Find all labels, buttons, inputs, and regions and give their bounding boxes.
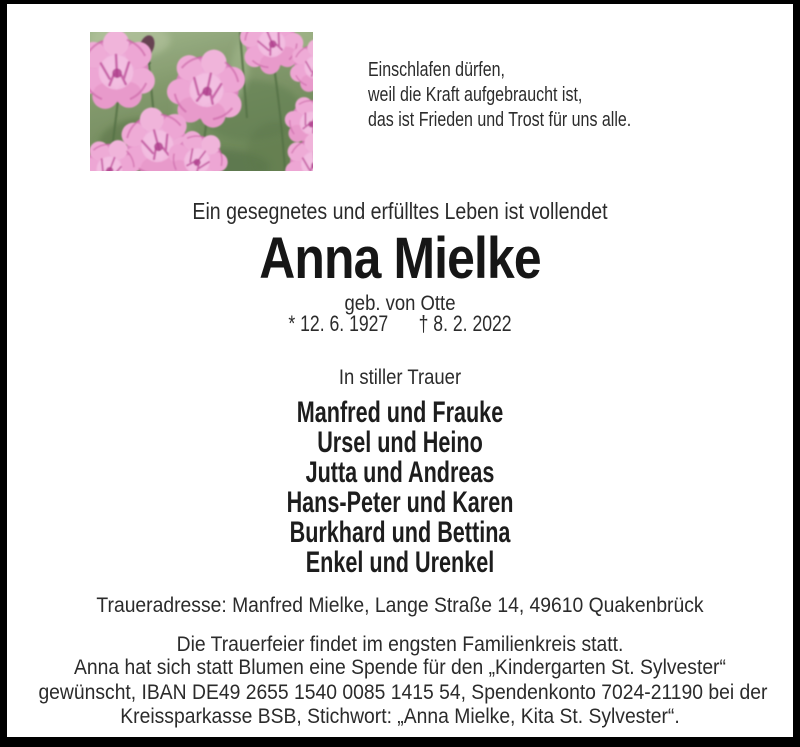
mourner-line: Burkhard und Bettina bbox=[289, 516, 511, 549]
mourner-line: Manfred und Frauke bbox=[296, 396, 504, 429]
death-date: † 8. 2. 2022 bbox=[418, 311, 512, 336]
mourner-line: Enkel und Urenkel bbox=[305, 546, 495, 579]
life-dates bbox=[86, 311, 715, 337]
maiden-name: geb. von Otte bbox=[344, 292, 456, 315]
notice-sheet bbox=[7, 4, 793, 737]
carnation-photo bbox=[90, 32, 313, 171]
donation-line: Anna hat sich statt Blumen eine Spende für den „Kindergarten St. Sylvester“ bbox=[74, 656, 726, 679]
mourner-line: Hans-Peter und Karen bbox=[286, 486, 514, 519]
mourner-line: Ursel und Heino bbox=[317, 426, 483, 459]
mourner-line: Jutta und Andreas bbox=[305, 456, 495, 489]
intro-line: Ein gesegnetes und erfülltes Leben ist vollendet bbox=[192, 198, 608, 224]
donation-line: gewünscht, IBAN DE49 2655 1540 0085 1415 54, Spendenkonto 7024-21190 bei der bbox=[38, 680, 768, 704]
verse bbox=[368, 58, 631, 133]
verse-line: Einschlafen dürfen, bbox=[368, 59, 505, 81]
donation-line: Kreissparkasse BSB, Stichwort: „Anna Mielke, Kita St. Sylvester“. bbox=[120, 705, 680, 728]
mourners-list bbox=[117, 398, 683, 578]
deceased-name: Anna Mielke bbox=[259, 226, 541, 291]
mourning-header: In stiller Trauer bbox=[338, 366, 462, 389]
verse-line: das ist Frieden und Trost für uns alle. bbox=[368, 109, 632, 131]
ceremony-note: Die Trauerfeier findet im engsten Familienkreis statt. bbox=[176, 633, 624, 656]
mourning-address: Traueradresse: Manfred Mielke, Lange Straße 14, 49610 Quakenbrück bbox=[96, 594, 704, 617]
birth-date: * 12. 6. 1927 bbox=[288, 311, 389, 336]
verse-line: weil die Kraft aufgebraucht ist, bbox=[368, 84, 583, 106]
donation-note bbox=[38, 656, 768, 730]
